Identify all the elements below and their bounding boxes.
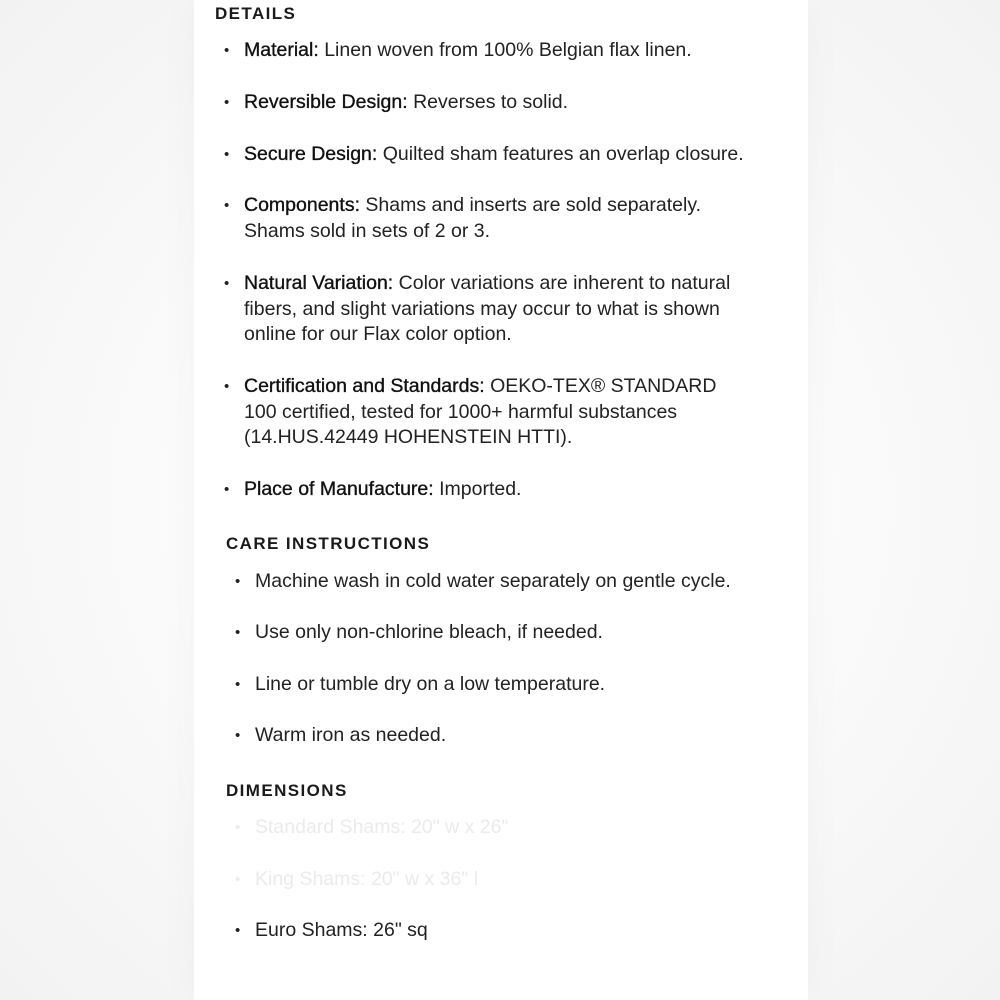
bullet: •: [235, 676, 241, 693]
details-item-text: Reverses to solid.: [413, 91, 569, 113]
details-item-text: OEKO-TEX® STANDARD 100 certified, tested for 1000+ harmful substances (14.HUS.42449 HOHENSTEIN HTTI).: [244, 375, 717, 449]
details-item-text: Imported.: [439, 478, 522, 500]
details-item-label: Secure Design:: [244, 143, 378, 165]
details-item-text: Color variations are inherent to natural fibers, and slight variations may occur to what is shown online for our Flax color option.: [244, 272, 731, 346]
bullet: •: [235, 573, 241, 590]
details-item-label: Natural Variation:: [244, 272, 394, 294]
details-item-label: Reversible Design:: [244, 91, 408, 113]
care-item: Machine wash in cold water separately on gentle cycle.: [255, 570, 731, 592]
bullet: •: [235, 624, 241, 641]
details-item-certification: [244, 374, 749, 451]
dimension-item-king: King Shams: 20" w x 36" l: [255, 868, 479, 890]
dimension-item-standard: Standard Shams: 20" w x 26": [255, 816, 509, 838]
details-item-label: Material:: [244, 39, 319, 61]
details-item-components: [244, 193, 724, 244]
bullet: •: [235, 727, 241, 744]
details-item-place-of-manufacture: [244, 477, 764, 503]
bullet: •: [224, 378, 230, 395]
care-item: Warm iron as needed.: [255, 724, 447, 746]
bullet: •: [224, 146, 230, 163]
product-details-panel: [194, 0, 808, 1000]
bullet: •: [235, 922, 241, 939]
details-item-text: Shams and inserts are sold separately. Shams sold in sets of 2 or 3.: [244, 194, 702, 242]
bullet: •: [224, 94, 230, 111]
details-item-label: Components:: [244, 194, 360, 216]
details-item-natural-variation: [244, 271, 759, 348]
bullet: •: [224, 275, 230, 292]
details-item-secure-design: [244, 142, 764, 168]
bullet: •: [235, 871, 241, 888]
details-item-material: [244, 38, 764, 64]
details-item-reversible-design: [244, 90, 764, 116]
care-instructions-heading: CARE INSTRUCTIONS: [226, 534, 431, 553]
details-item-label: Certification and Standards:: [244, 375, 485, 397]
details-item-text: Quilted sham features an overlap closure.: [382, 143, 744, 165]
bullet: •: [235, 819, 241, 836]
details-item-text: Linen woven from 100% Belgian flax linen.: [324, 39, 692, 61]
dimension-item-euro: Euro Shams: 26" sq: [255, 919, 428, 941]
details-heading: DETAILS: [215, 4, 297, 23]
care-item: Use only non-chlorine bleach, if needed.: [255, 621, 603, 643]
details-item-label: Place of Manufacture:: [244, 478, 434, 500]
care-item: Line or tumble dry on a low temperature.: [255, 673, 606, 695]
dimensions-heading: DIMENSIONS: [226, 781, 348, 800]
bullet: •: [224, 481, 230, 498]
bullet: •: [224, 42, 230, 59]
bullet: •: [224, 197, 230, 214]
